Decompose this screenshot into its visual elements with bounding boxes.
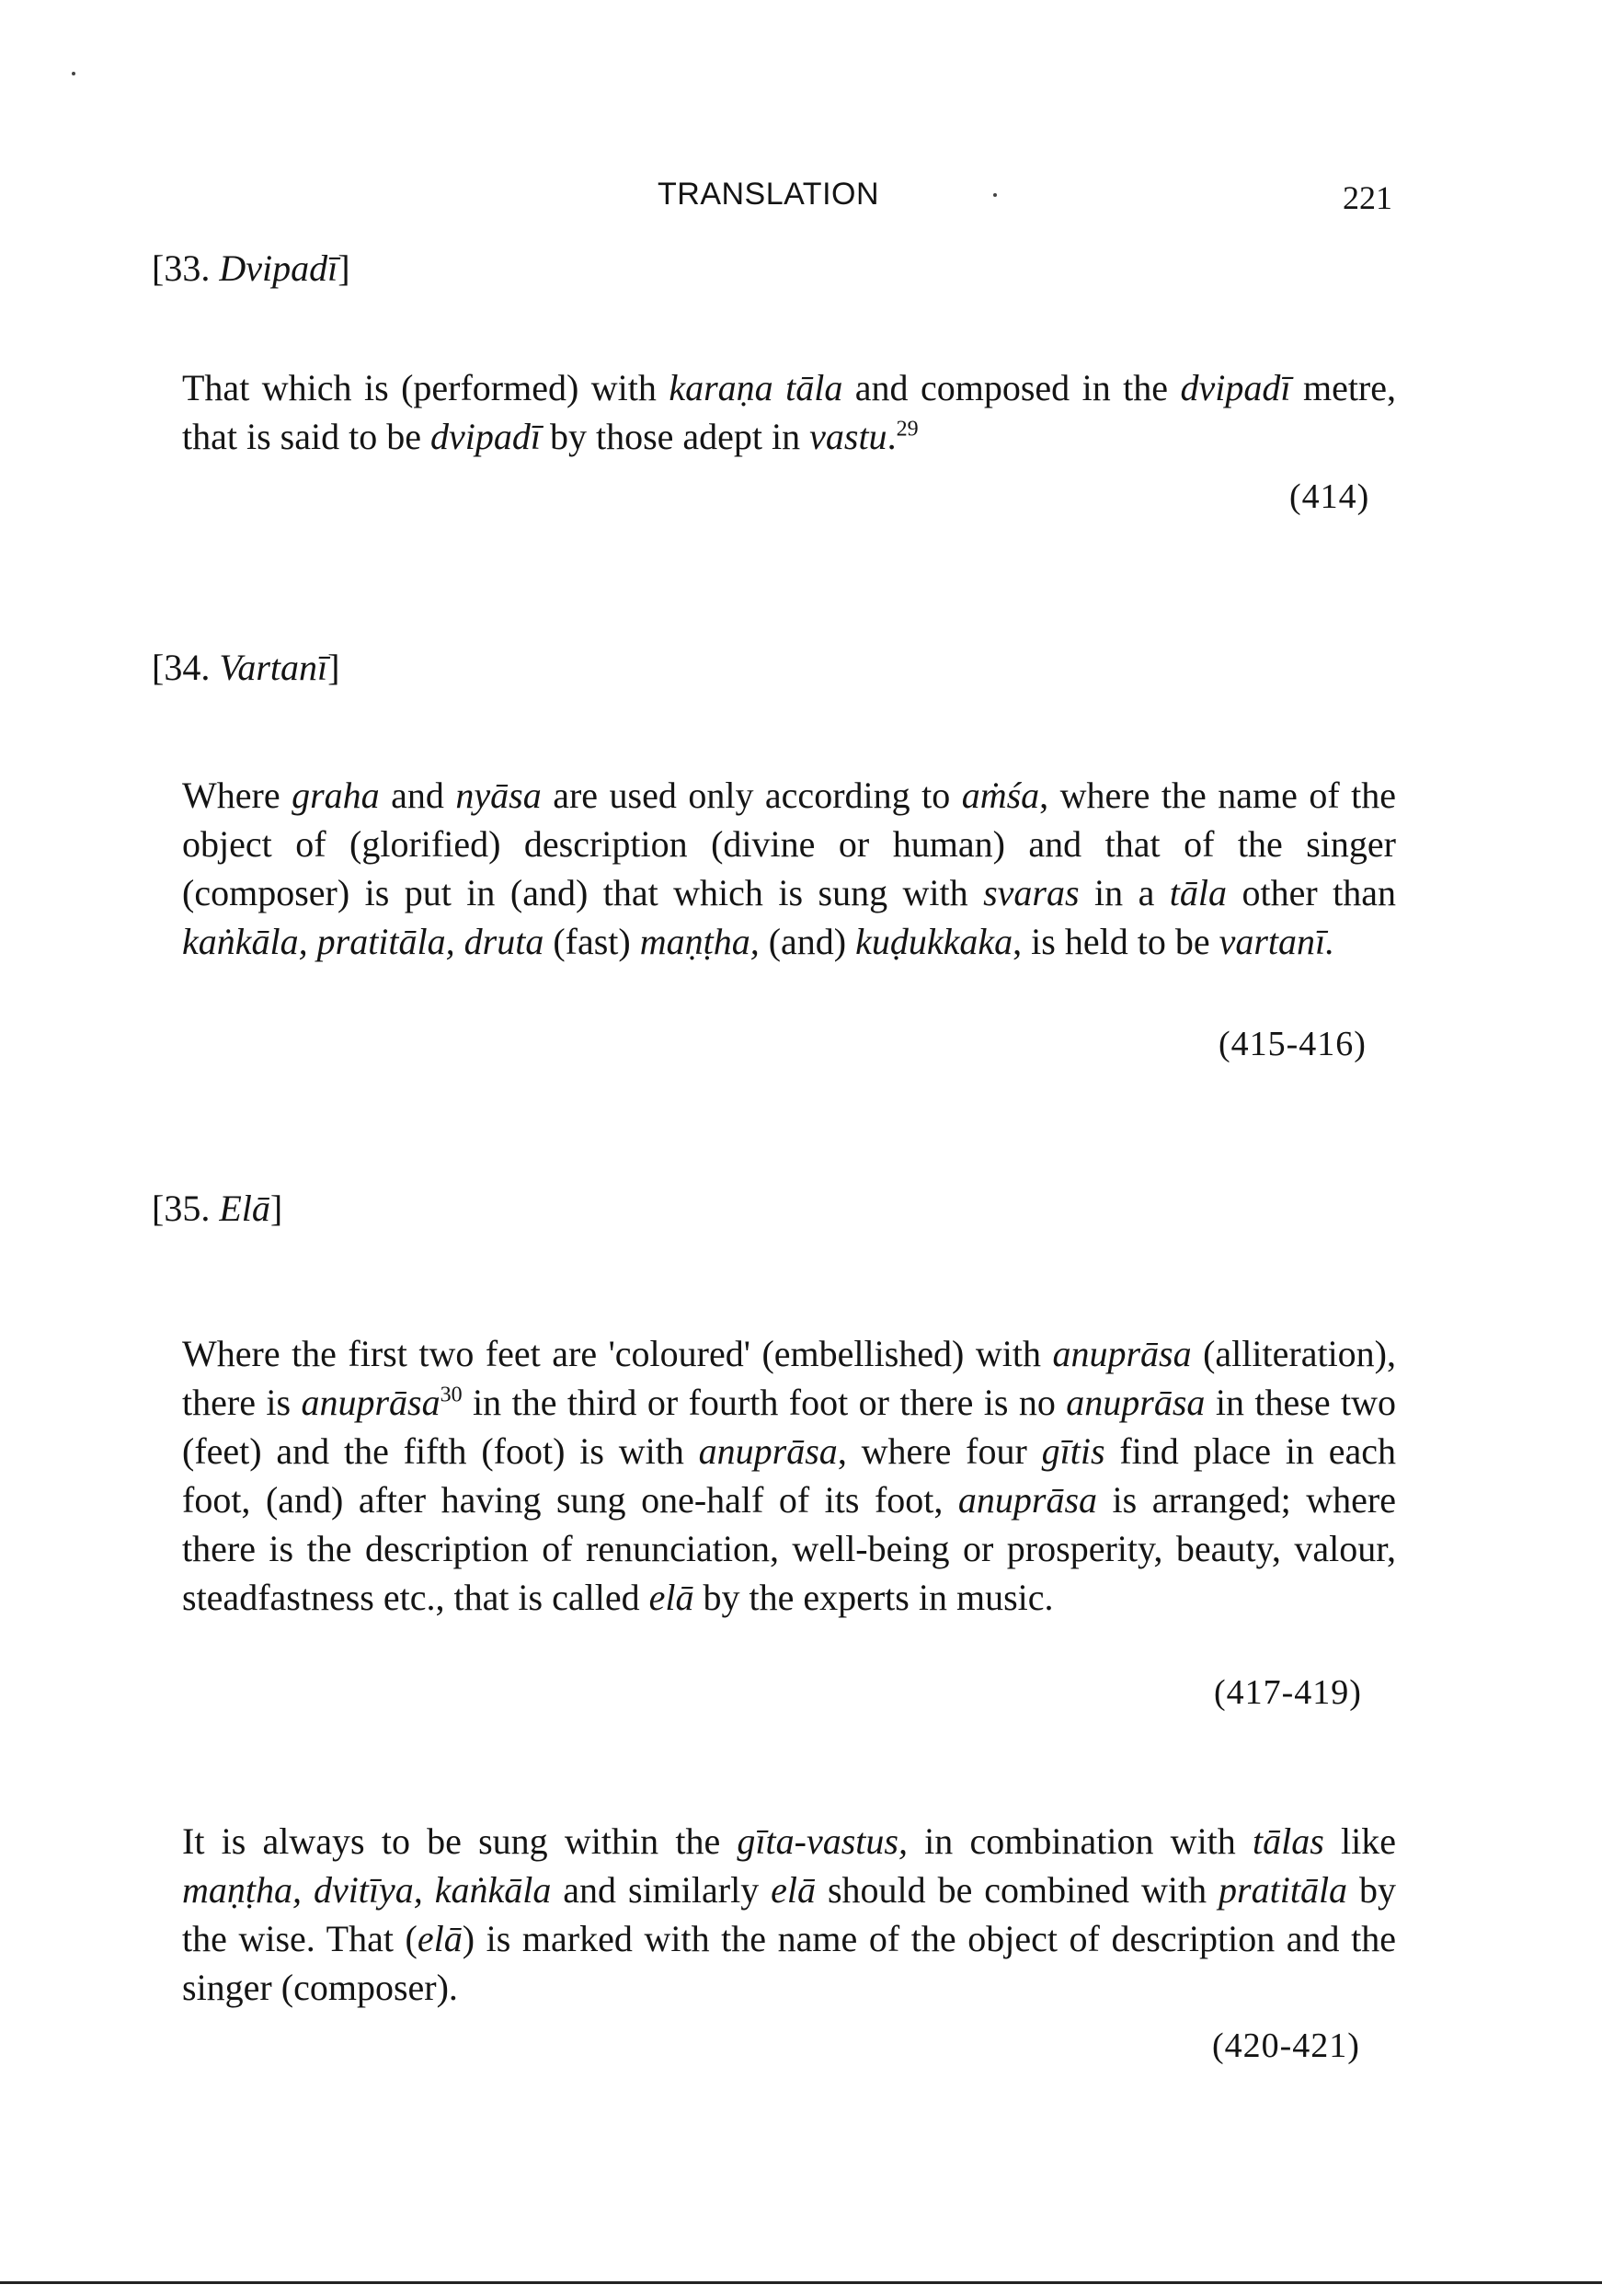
speck-mark (993, 193, 997, 197)
paragraph-ela-continued: It is always to be sung within the gīta-vastus, in combination with tālas like maṇṭha, dvitīya, kaṅkāla and similarly elā should be combined with pratitāla by the wise. That (elā) is marked with the name of the object of description and the singer (composer). (182, 1820, 1397, 2008)
speck-mark (72, 72, 75, 75)
footnote-marker: 30 (440, 1383, 463, 1407)
verse-number: (417-419) (1214, 1673, 1362, 1712)
bottom-scan-edge (0, 2281, 1602, 2284)
section-heading-dvipadi: [33. Dvipadī] (152, 247, 350, 289)
paragraph-vartani: Where graha and nyāsa are used only according to aṁśa, where the name of the object of (glorified) description (divine or human) and that of the singer (composer) is put in (and) that which is sung with svaras in a tāla other than kaṅkāla, pratitāla, druta (fast) maṇṭha, (and) kuḍukkaka, is held to be vartanī. (182, 775, 1396, 962)
verse-number: (414) (1289, 477, 1370, 516)
running-head-title: TRANSLATION (658, 177, 880, 212)
section-heading-ela: [35. Elā] (152, 1188, 283, 1229)
paragraph-ela: Where the first two feet are 'coloured' (embellished) with anuprāsa (alliteration), there is anuprāsa$^{30}$ in the third or fourth foot or there is no anuprāsa in these two (feet) and the fifth (foot) is with anuprāsa, where four gītis find place in each foot, (and) after having sung one-half of its foot, anuprāsa is arranged; where there is the description of renunciation, well-being or prosperity, beauty, valour, steadfastness etc., that is called elā by the experts in music. (182, 1333, 1397, 1618)
page-number: 221 (1343, 179, 1392, 216)
verse-number: (420-421) (1212, 2026, 1360, 2065)
paragraph-dvipadi: That which is (performed) with karaṇa tāla and composed in the dvipadī metre, that is said to be dvipadī by those adept in vastu.$^{29}$ (182, 367, 1397, 457)
verse-number: (415-416) (1219, 1025, 1367, 1063)
footnote-marker: 29 (896, 417, 919, 442)
running-head (0, 177, 1602, 223)
section-heading-vartani: [34. Vartanī] (152, 647, 340, 688)
